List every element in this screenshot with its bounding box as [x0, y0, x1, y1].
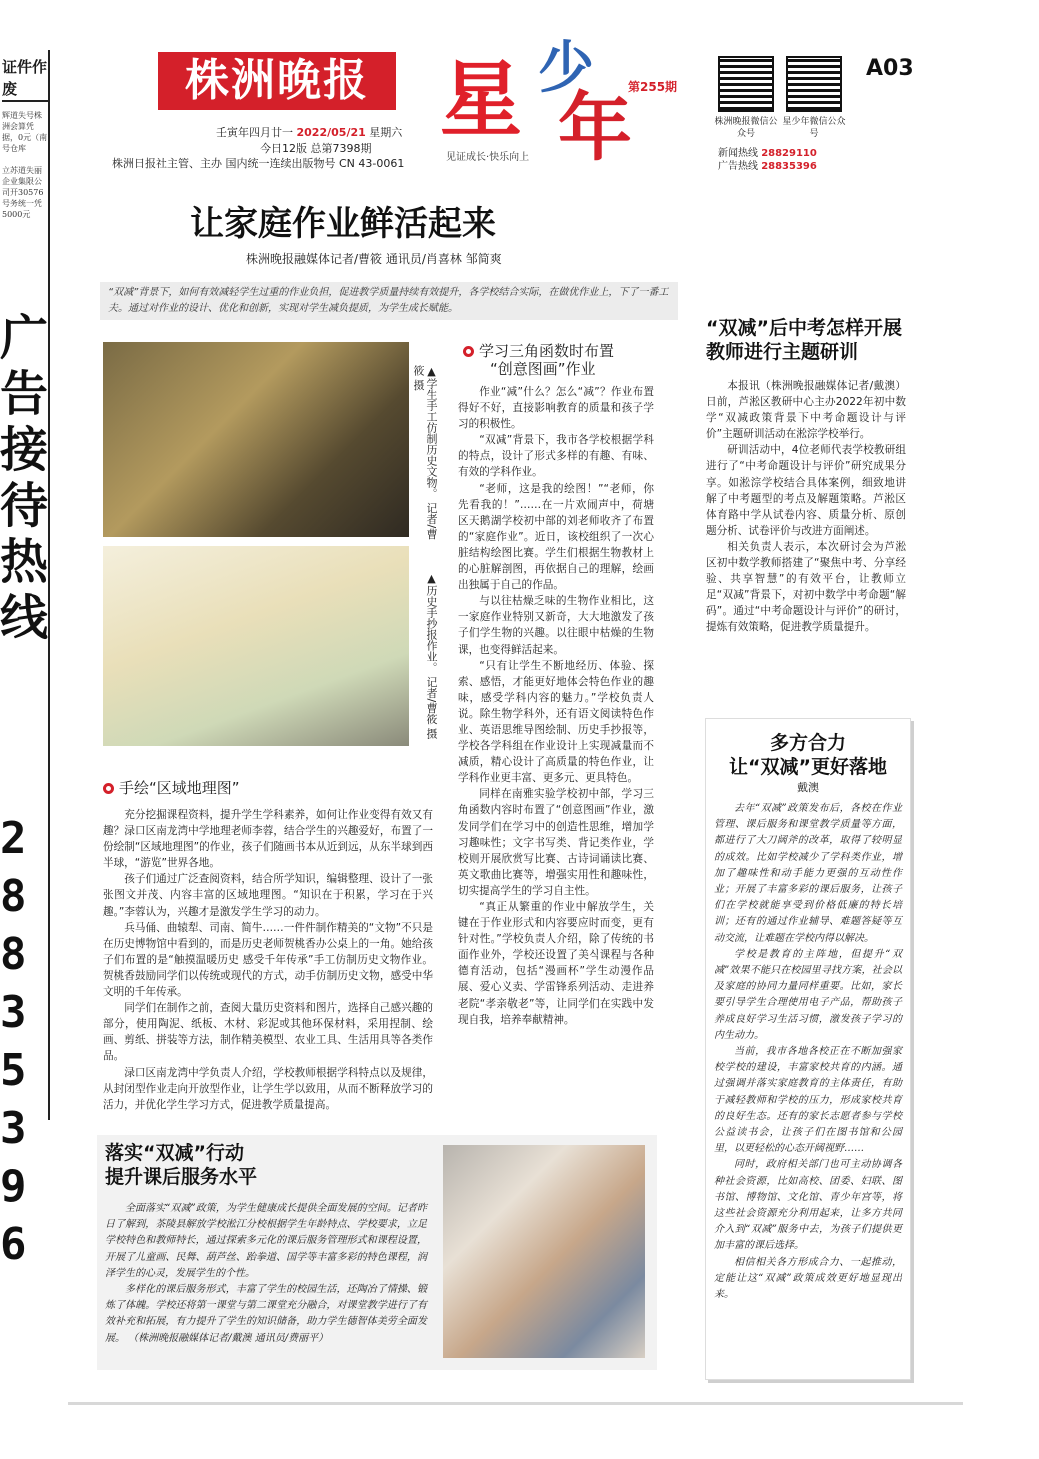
- paragraph: 当前，我市各地各校正在不断加强家校学校的建设，丰富家校共育的内涵。通过强调并落实家庭教育的主体责任，有助于减轻教师和学校的压力，形成家校共育的良好生态。还有的家长志愿者参与学校公益读书会，让孩子们在图书馆和公园里，以更轻松的心态开阔视野……: [714, 1046, 902, 1155]
- side2-box: [705, 718, 911, 1380]
- photo-history-relics: [103, 342, 409, 537]
- main-headline: 让家庭作业鲜活起来: [190, 204, 496, 244]
- side3-title-line2: 提升课后服务水平: [105, 1166, 258, 1188]
- photo1-caption: ▲学生手工仿制历史文物。 记者/曹筱 摄: [412, 365, 438, 540]
- side1-title-line1: “双减”后中考怎样开展: [706, 317, 902, 339]
- publisher-line: 株洲日报社主管、主办 国内统一连续出版物号 CN 43-0061: [112, 157, 405, 170]
- main-byline: 株洲晚报融媒体记者/曹筱 通讯员/肖喜林 邹简爽: [246, 252, 502, 266]
- paragraph: “双减”背景下，我市各学校根据学科的特点，设计了形式多样的有趣、有味、有效的学科作业。: [458, 434, 654, 479]
- paragraph: 相信相关各方形成合力、一起推动，定能让这“双减”政策成效更好地显现出来。: [714, 1256, 902, 1301]
- paragraph: 同时，政府相关部门也可主动协调各种社会资源，比如高校、团委、妇联、图书馆、博物馆、文化馆、青少年宫等，将这些社会资源充分利用起来，让多方共同介入到“双减”服务中去，为孩子们提供更加丰富的课后选择。: [714, 1159, 902, 1252]
- notice-fine-print: 辉道失号株洲会算凭据，0元（南号仓库 立苏道失丽企业集限公司开30576号务统一凭5000元: [2, 111, 48, 219]
- weekday: 星期六: [369, 126, 403, 139]
- section-bullet-icon: [463, 346, 474, 357]
- section-left-title: 手绘“区域地理图”: [119, 779, 240, 797]
- ad-hotline: [718, 157, 817, 172]
- news-hotline-label: 新闻热线: [718, 148, 758, 159]
- paragraph: 孩子们通过广泛查阅资料，结合所学知识，编辑整理、设计了一张张图文并茂、内容丰富的区域地理图。“知识在于积累，学习在于兴趣。”李蓉认为，兴趣才是激发学生学习的动力。: [103, 873, 433, 918]
- section-title-regional-map: [103, 777, 240, 798]
- side3-title-line1: 落实“双减”行动: [105, 1142, 244, 1164]
- paragraph: 充分挖掘课程资料，提升学生学科素养，如何让作业变得有效又有趣？渌口区南龙湾中学地理老师李蓉，结合学生的兴趣爱好，布置了一份绘制“区域地理图”的作业，孩子们随画书本从近到远，从东半球到西半球，“游览”世界各地。: [103, 809, 433, 870]
- paragraph: 多样化的课后服务形式，丰富了学生的校园生活，还陶冶了情操、锻炼了体魄。学校还将第一课堂与第二课堂充分融合，对课堂教学进行了有效补充和拓展，有力提升了学生的知识储备，助力学生德智体美劳全面发展。 （株洲晚报融媒体记者/戴澳 通讯员/费丽平）: [105, 1284, 427, 1344]
- ad-hotline-banner: 广告接待热线: [0, 310, 49, 646]
- notice-header: 证件作废: [2, 56, 48, 102]
- brand-xing: 星: [440, 52, 523, 148]
- section-right-title-2: “创意图画”作业: [490, 360, 596, 378]
- qr1-label: 株洲晚报微信公众号: [714, 117, 778, 139]
- main-right-column: [458, 384, 654, 1134]
- paragraph: 与以往枯燥乏味的生物作业相比，这一家庭作业特别又新奇，大大地激发了孩子们学生物的兴趣。以往眼中枯燥的生物课，也变得鲜活起来。: [458, 595, 654, 656]
- paragraph: 学校是教育的主阵地，但提升“双减”效果不能只在校园里寻找方案，社会以及家庭的协同力量同样重要。比如，家长要引导学生合理使用电子产品，帮助孩子养成良好学习生活习惯，激发孩子学习的内生动力。: [714, 948, 902, 1041]
- ad-hotline-label: 广告热线: [718, 161, 758, 172]
- page-number: A03: [866, 56, 914, 81]
- main-left-column: [103, 807, 433, 1127]
- photo-after-school-class: [443, 1145, 645, 1358]
- left-margin-strip: [0, 50, 50, 1270]
- side1-title-line2: 教师进行主题研训: [706, 341, 859, 363]
- bottom-divider: [68, 1402, 963, 1405]
- ad-hotline-masthead-number: 28835396: [761, 161, 817, 172]
- issue-date: 2022/05/21: [296, 126, 366, 139]
- main-intro: “双减”背景下，如何有效减轻学生过重的作业负担，促进教学质量持续有效提升，各学校结合实际，在做优作业上，下了一番工夫。通过对作业的设计、优化和创新，实现对学生减负提质，为学生成长赋能。: [100, 282, 678, 320]
- paragraph: 本报讯（株洲晚报融媒体记者/戴澳）日前，芦淞区教研中心主办2022年初中数学“双减政策背景下中考命题设计与评价”主题研训活动在淞淙学校举行。: [706, 380, 906, 441]
- paragraph: “真正从繁重的作业中解放学生，关键在于作业形式和内容要应时而变，更有针对性。”学校负责人介绍，除了传统的书面作业外，学校还设置了美식课程与各种德育活动，包括“漫画杯”学生动漫作品展、爱心义卖、学雷锋系列活动、走进养老院“孝亲敬老”等，让同学们在实践中发现自我，培养奉献精神。: [458, 901, 654, 1026]
- paragraph: 渌口区南龙湾中学负责人介绍，学校教师根据学科特点以及规律，从封闭型作业走向开放型作业，让学生学以致用，从而不断释放学习的活力，并优化学生学习方式，促进教学质量提高。: [103, 1066, 433, 1111]
- brand-nian: 年: [558, 85, 632, 171]
- star-youth-brand: [440, 35, 670, 171]
- paragraph: “老师，这是我的绘图！”“老师，你先看我的！”……在一片欢闹声中，荷塘区天鹅湖学校初中部的刘老师收齐了布置的“家庭作业”。近日，该校组织了一次心脏结构绘图比赛。学生们根据生物教材上的心脏解剖图，再依据自己的理解，绘画出独属于自己的作品。: [458, 482, 654, 592]
- side3-title: [105, 1141, 365, 1189]
- brand-slogan: 见证成长·快乐向上: [446, 152, 530, 163]
- paragraph: 兵马俑、曲辕犁、司南、简牛……一件件制作精美的“文物”不只是在历史博物馆中看到的，而是历史老师贺桃香办公桌上的一角。她给孩子们布置的是“触摸温暖历史 感受千年传承”手工仿制历史文物作业。贺桃香鼓励同学们以传统或现代的方式，动手仿制历史文物，感受中华文明的千年传承。: [103, 921, 433, 999]
- lunar-date: 壬寅年四月廿一: [216, 126, 293, 139]
- paragraph: 全面落实“双减”政策，为学生健康成长提供全面发展的空间。记者昨日了解到，茶陵县解放学校淞江分校根据学生年龄特点、学校要求，立足学校特色和教师特长，通过探索多元化的课后服务管理形式和课程设置，开展了儿童画、民舞、葫芦丝、跆拳道、国学等丰富多彩的特色课程，润泽学生的心灵，发展学生的个性。: [105, 1203, 427, 1279]
- side2-title-line2: 让“双减”更好落地: [729, 756, 887, 778]
- photo2-caption: ▲历史手抄报作业。 记者/曹筱 摄: [425, 572, 438, 739]
- paragraph: 同学们在制作之前，查阅大量历史资料和图片，选择自己感兴趣的部分，使用陶泥、纸板、木材、彩泥或其他环保材料，采用捏制、绘画、剪纸、拼装等方法，制作精美模型、农业工具、生活用具等各类作品。: [103, 1002, 433, 1063]
- side2-author: 戴澳: [797, 781, 819, 794]
- brand-shao: 少: [538, 35, 594, 101]
- paragraph: 相关负责人表示，本次研讨会为芦淞区初中数学教师搭建了“聚焦中考、分享经验、共享智慧”的有效平台，让教师立足“双减”背景下，对初中数学中考命题“解码”。通过“中考命题设计与评价”的研讨，提炼有效策略，促进教学质量提升。: [706, 540, 906, 634]
- ad-hotline-number: 28835396: [0, 813, 27, 1270]
- paragraph: 作业“减”什么？怎么“减”？作业布置得好不好，直接影响教育的质量和孩子学习的积极性。: [458, 386, 654, 431]
- section-bullet-icon: [103, 783, 114, 794]
- photo-history-handwritten-paper: [103, 546, 409, 746]
- paragraph: 同样在南雅实验学校初中部，学习三角函数内容时布置了“创意图画”作业，激发同学们在学习中的创造性思维，增加学习趣味性；文字书写类、背记类作业，学校则开展欣赏写比赛、古诗词诵读比赛、英文歌曲比赛等，增强实用性和趣味性，切实提高学生的学习自主性。: [458, 788, 654, 897]
- newspaper-logo: 株洲晚报: [158, 52, 396, 110]
- qr-code-wanbao: [718, 56, 774, 112]
- side2-title-line1: 多方合力: [769, 732, 846, 754]
- today-pages: 今日12版 总第7398期: [260, 142, 372, 155]
- paragraph: 研训活动中，4位老师代表学校教研组进行了“中考命题设计与评价”研究成果分享。如淞淙学校结合具体案例，细致地讲解了中考题型的考点及解题策略。芦淞区体育路中学从试卷内容、质量分析、原创题分析、试卷评价与改进方面阐述。: [706, 444, 906, 537]
- side2-body: [706, 801, 910, 1376]
- section-right-title-1: 学习三角函数时布置: [479, 342, 615, 360]
- qr2-label: 星少年微信公众号: [782, 117, 846, 139]
- paragraph: “只有让学生不断地经历、体验、探索、感悟，才能更好地体会特色作业的趣味，感受学科内容的魅力。”学校负责人说。除生物学科外，还有语文阅读特色作业、英语思维导图绘制、历史手抄报等，学校各学科组在作业设计上实现减量而不减质，精心设计了高质量的特色作业，让学科作业更丰富、更多元、更具特色。: [458, 659, 654, 785]
- side3-body: [105, 1201, 427, 1366]
- side1-body: [706, 378, 906, 698]
- masthead-date-line: [216, 124, 402, 140]
- side1-title: [706, 316, 926, 364]
- qr-code-xingshaonian: [786, 56, 842, 112]
- paragraph: 去年“双减”政策发布后，各校在作业管理、课后服务和课堂教学质量等方面，都进行了大刀阔斧的改革，取得了较明显的成效。比如学校减少了学科类作业，增加了趣味性和动手能力更强的互动性作业；开展了丰富多彩的课后服务，让孩子们在学校就能享受到价格低廉的特长培训；还有的通过作业辅导、难题答疑等互动交流，让难题在学校内得以解决。: [714, 803, 902, 944]
- news-hotline-number: 28829110: [761, 148, 817, 159]
- issue-number: 第255期: [628, 80, 678, 94]
